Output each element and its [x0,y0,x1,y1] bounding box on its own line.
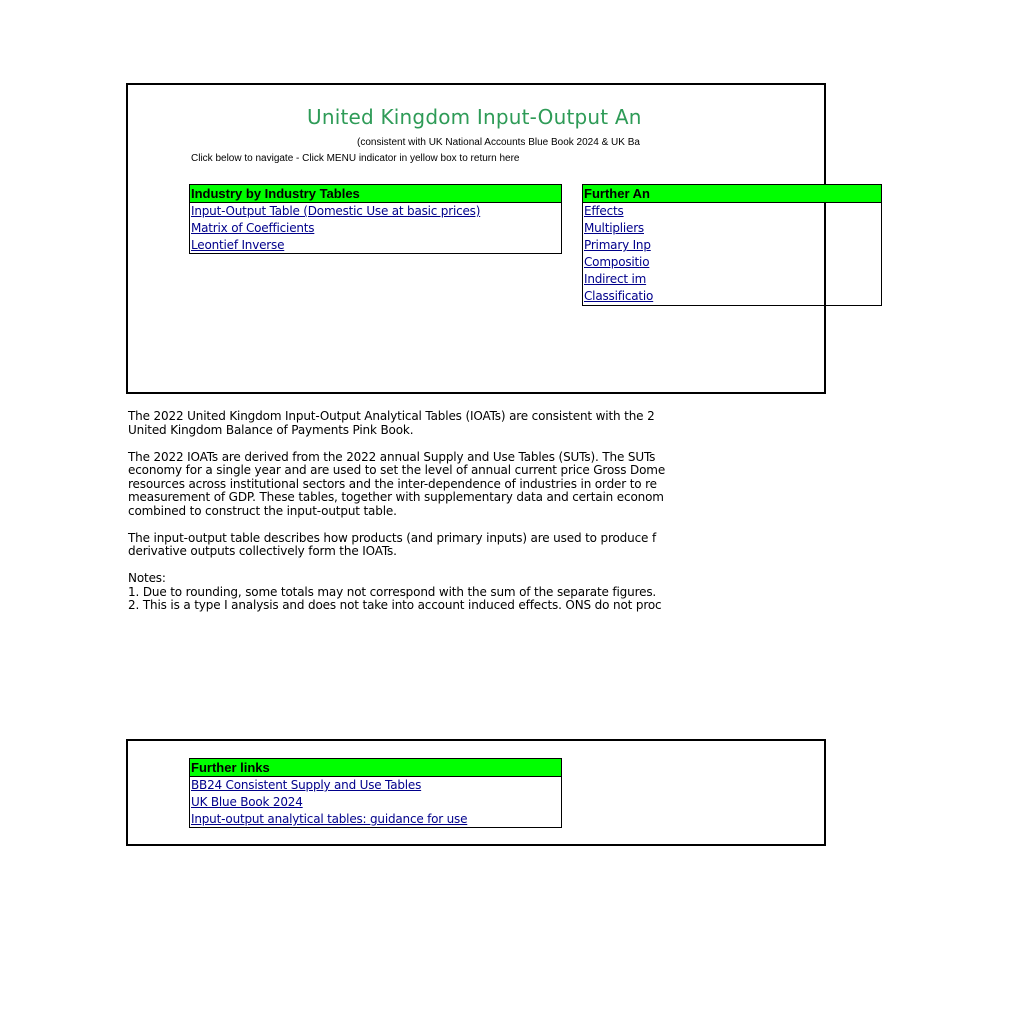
industry-tables-box [189,184,562,254]
link-input-output-table[interactable]: Input-Output Table (Domestic Use at basic prices) [191,204,481,218]
link-multipliers[interactable]: Multipliers [584,221,644,235]
link-indirect-imports[interactable]: Indirect im [584,272,647,286]
notes-label: Notes: [128,571,166,585]
note-type-one-analysis: 2. This is a type I analysis and does not take into account induced effects. ONS do not proc [128,598,662,612]
page-title: United Kingdom Input-Output An [307,105,642,129]
further-links-box [189,758,562,828]
link-primary-inputs[interactable]: Primary Inp [584,238,651,252]
further-analysis-heading: Further An [583,185,881,203]
link-bb24-supply-use-tables[interactable]: BB24 Consistent Supply and Use Tables [191,778,422,792]
link-leontief-inverse[interactable]: Leontief Inverse [191,238,285,252]
further-analysis-box [582,184,882,306]
further-links-heading: Further links [190,759,561,777]
navigation-note: Click below to navigate - Click MENU indicator in yellow box to return here [191,153,520,164]
industry-tables-heading: Industry by Industry Tables [190,185,561,203]
paragraph-input-output: The input-output table describes how products (and primary inputs) are used to produce f derivative outputs collectively form the IOATs. [128,530,657,558]
paragraph-consistency: The 2022 United Kingdom Input-Output Analytical Tables (IOATs) are consistent with the 2 United Kingdom Balance of Payments Pink Book. [128,409,655,437]
link-uk-blue-book-2024[interactable]: UK Blue Book 2024 [191,795,303,809]
link-matrix-of-coefficients[interactable]: Matrix of Coefficients [191,221,315,235]
link-classification[interactable]: Classificatio [584,289,654,303]
description-text [128,410,1028,613]
paragraph-derivation: The 2022 IOATs are derived from the 2022 annual Supply and Use Tables (SUTs). The SUTs economy for a single year and are used to set the level of annual current price Gross Dome resources across institutional sectors and the inter-dependence of industries in order to re measurement of GDP. These tables, together with supplementary data and certain econom combined to construct the input-output table. [128,449,666,518]
note-rounding: 1. Due to rounding, some totals may not correspond with the sum of the separate figures. [128,584,657,599]
link-ioat-guidance[interactable]: Input-output analytical tables: guidance for use [191,812,468,826]
page-subtitle: (consistent with UK National Accounts Blue Book 2024 & UK Ba [357,137,640,148]
link-effects[interactable]: Effects [584,204,624,218]
link-composition[interactable]: Compositio [584,255,650,269]
